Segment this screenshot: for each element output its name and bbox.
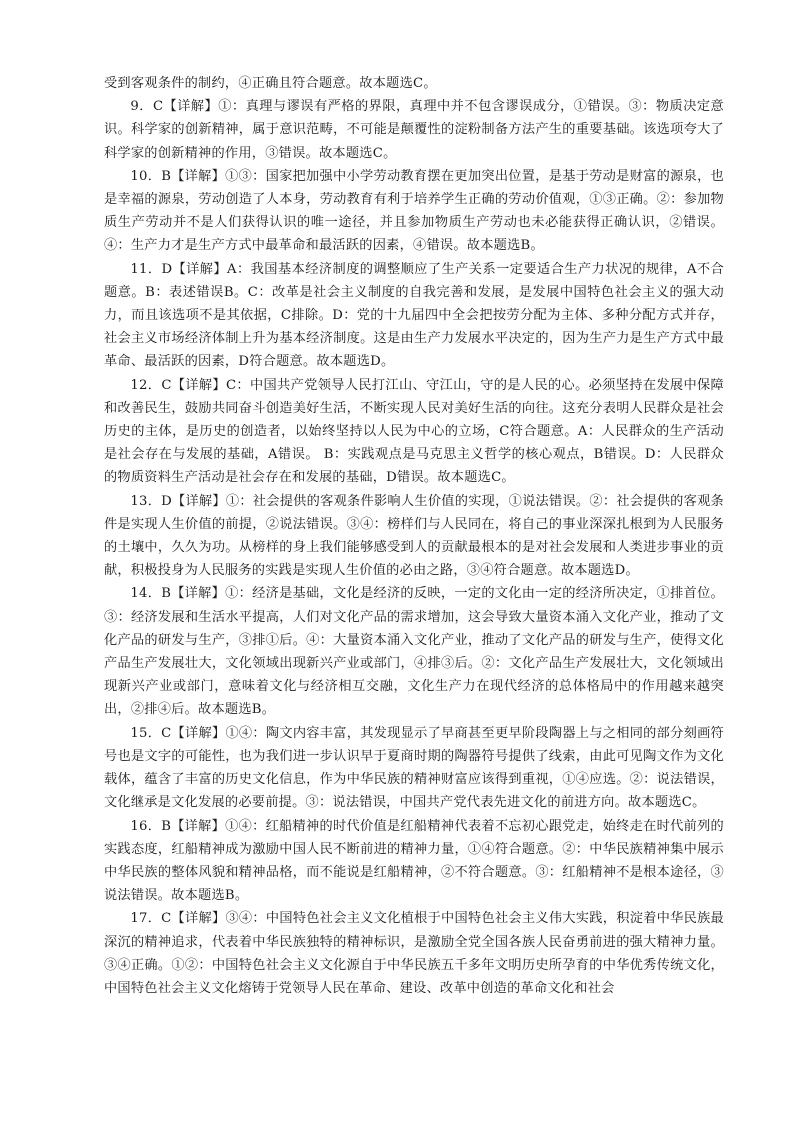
answer-item-16: 16．B【详解】①④：红船精神的时代价值是红船精神代表着不忘初心跟党走，始终走在时代前列的实践态度，红船精神成为激励中国人民不断前进的精神力量，①④符合题意。②：中华民族精神集中展示中华民族的整体风貌和精神品格，而不能说是红船精神，②不符合题意。③：红船精神不是根本途径，③说法错误。故本题选B。 [104, 818, 724, 904]
answer-item-10: 10．B【详解】①③：国家把加强中小学劳动教育摆在更加突出位置，是基于劳动是财富的源泉，也是幸福的源泉，劳动创造了人本身，劳动教育有利于培养学生正确的劳动价值观，①③正确。②：参加物质生产劳动并不是人们获得认识的唯一途径，并且参加物质生产劳动也未必能获得正确认识，②错误。④：生产力才是生产方式中最革命和最活跃的因素，④错误。故本题选B。 [104, 168, 724, 254]
answer-item-11: 11．D【详解】A：我国基本经济制度的调整顺应了生产关系一定要适合生产力状况的规律，A不合题意。B：表述错误B。C：改革是社会主义制度的自我完善和发展，是发展中国特色社会主义的强大动力，而且该选项不是其依据，C排除。D：党的十九届四中全会把按劳分配为主体、多种分配方式并存，社会主义市场经济体制上升为基本经济制度。这是由生产力发展水平决定的，因为生产力是生产方式中最革命、最活跃的因素，D符合题意。故本题选D。 [104, 261, 724, 370]
answer-item-14: 14．B【详解】①：经济是基础，文化是经济的反映，一定的文化由一定的经济所决定，①排首位。③：经济发展和生活水平提高，人们对文化产品的需求增加，这会导致大量资本涌入文化产业，推动了文化产品的研发与生产，③排①后。④：大量资本涌入文化产业，推动了文化产品的研发与生产，使得文化产品生产发展壮大，文化领域出现新兴产业或部门，④排③后。②：文化产品生产发展壮大，文化领域出现新兴产业或部门，意味着文化与经济相互交融，文化生产力在现代经济的总体格局中的作用越来越突出，②排④后。故本题选B。 [104, 586, 724, 718]
answer-item-12: 12．C【详解】C：中国共产党领导人民打江山、守江山，守的是人民的心。必须坚持在发展中保障和改善民生，鼓励共同奋斗创造美好生活，不断实现人民对美好生活的向往。这充分表明人民群众是社会历史的主体，是历史的创造者，以始终坚持以人民为中心的立场，C符合题意。A：人民群众的生产活动是社会存在与发展的基础，A错误。 B：实践观点是马克思主义哲学的核心观点，B错误。D：人民群众的物质资料生产活动是社会存在和发展的基础，D错误。故本题选C。 [104, 377, 724, 486]
answer-item-17: 17．C【详解】③④：中国特色社会主义文化植根于中国特色社会主义伟大实践，积淀着中华民族最深沉的精神追求，代表着中华民族独特的精神标识，是激励全党全国各族人民奋勇前进的强大精神力量。③④正确。①②：中国特色社会主义文化源自于中华民族五千多年文明历史所孕育的中华优秀传统文化，中国特色社会主义文化熔铸于党领导人民在革命、建设、改革中创造的革命文化和社会 [104, 911, 724, 996]
answer-explanations [104, 72, 724, 1000]
answer-item-13: 13．D【详解】①：社会提供的客观条件影响人生价值的实现，①说法错误。②：社会提供的客观条件是实现人生价值的前提，②说法错误。③④：榜样们与人民同在，将自己的事业深深扎根到为人民服务的土壤中，久久为功。从榜样的身上我们能够感受到人的贡献最根本的是对社会发展和人类进步事业的贡献，积极投身为人民服务的实践是实现人生价值的必由之路，③④符合题意。故本题选D。 [104, 493, 724, 579]
paragraph-continuation: 受到客观条件的制约，④正确且符合题意。故本题选C。 [104, 76, 437, 91]
answer-item-15: 15．C【详解】①④：陶文内容丰富，其发现显示了早商甚至更早阶段陶器上与之相同的部分刻画符号也是文字的可能性，也为我们进一步认识早于夏商时期的陶器符号提供了线索，由此可见陶文作为文化载体，蕴含了丰富的历史文化信息，作为中华民族的精神财富应该得到重视，①④应选。②：说法错误，文化继承是文化发展的必要前提。③：说法错误，中国共产党代表先进文化的前进方向。故本题选C。 [104, 725, 724, 811]
answer-item-9: 9．C【详解】①：真理与谬误有严格的界限，真理中并不包含谬误成分，①错误。③：物质决定意识。科学家的创新精神，属于意识范畴，不可能是颠覆性的淀粉制备方法产生的重要基础。该选项夸大了科学家的创新精神的作用，③错误。故本题选C。 [104, 99, 724, 161]
